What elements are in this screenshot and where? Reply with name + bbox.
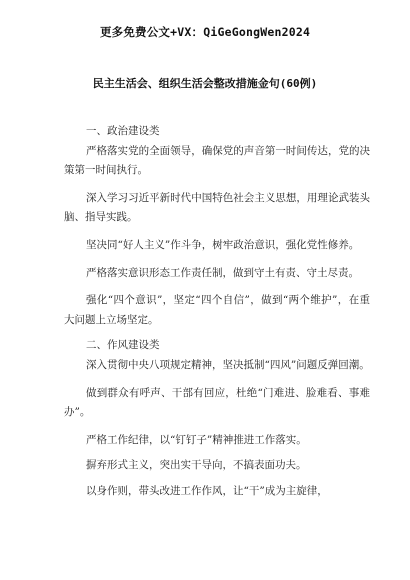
paragraph: 严格落实意识形态工作责任制，做到守土有责、守土尽责。	[86, 266, 359, 279]
paragraph: 深入贯彻中央八项规定精神，坚决抵制“四风”问题反弹回潮。	[86, 358, 370, 371]
document-title: 民主生活会、组织生活会整改措施金句(60例)	[92, 77, 318, 90]
paragraph: 坚决同“好人主义”作斗争，树牢政治意识，强化党性修养。	[86, 238, 360, 251]
paragraph: 以身作则，带头改进工作作风，让“干”成为主旋律，	[86, 484, 328, 497]
watermark-header: 更多免费公文+VX：QiGeGongWen2024	[99, 25, 311, 39]
paragraph: 摒弃形式主义，突出实干导向，不搞表面功夫。	[86, 459, 307, 472]
section-heading-political: 一、政治建设类	[86, 125, 160, 137]
paragraph: 严格工作纪律，以“钉钉子”精神推进工作落实。	[86, 433, 307, 446]
section-heading-style: 二、作风建设类	[86, 339, 160, 352]
paragraph: 严格落实党的全面领导，确保党的声音第一时间传达，党的决策第一时间执行。	[64, 144, 370, 177]
paragraph: 深入学习习近平新时代中国特色社会主义思想，用理论武装头脑、指导实践。	[64, 191, 370, 224]
document-body	[64, 118, 370, 508]
paragraph: 强化“四个意识”，坚定“四个自信”，做到“两个维护”，在重大问题上立场坚定。	[64, 294, 370, 326]
paragraph: 做到群众有呼声、干部有回应，杜绝“门难进、脸难看、事难办”。	[64, 386, 370, 419]
